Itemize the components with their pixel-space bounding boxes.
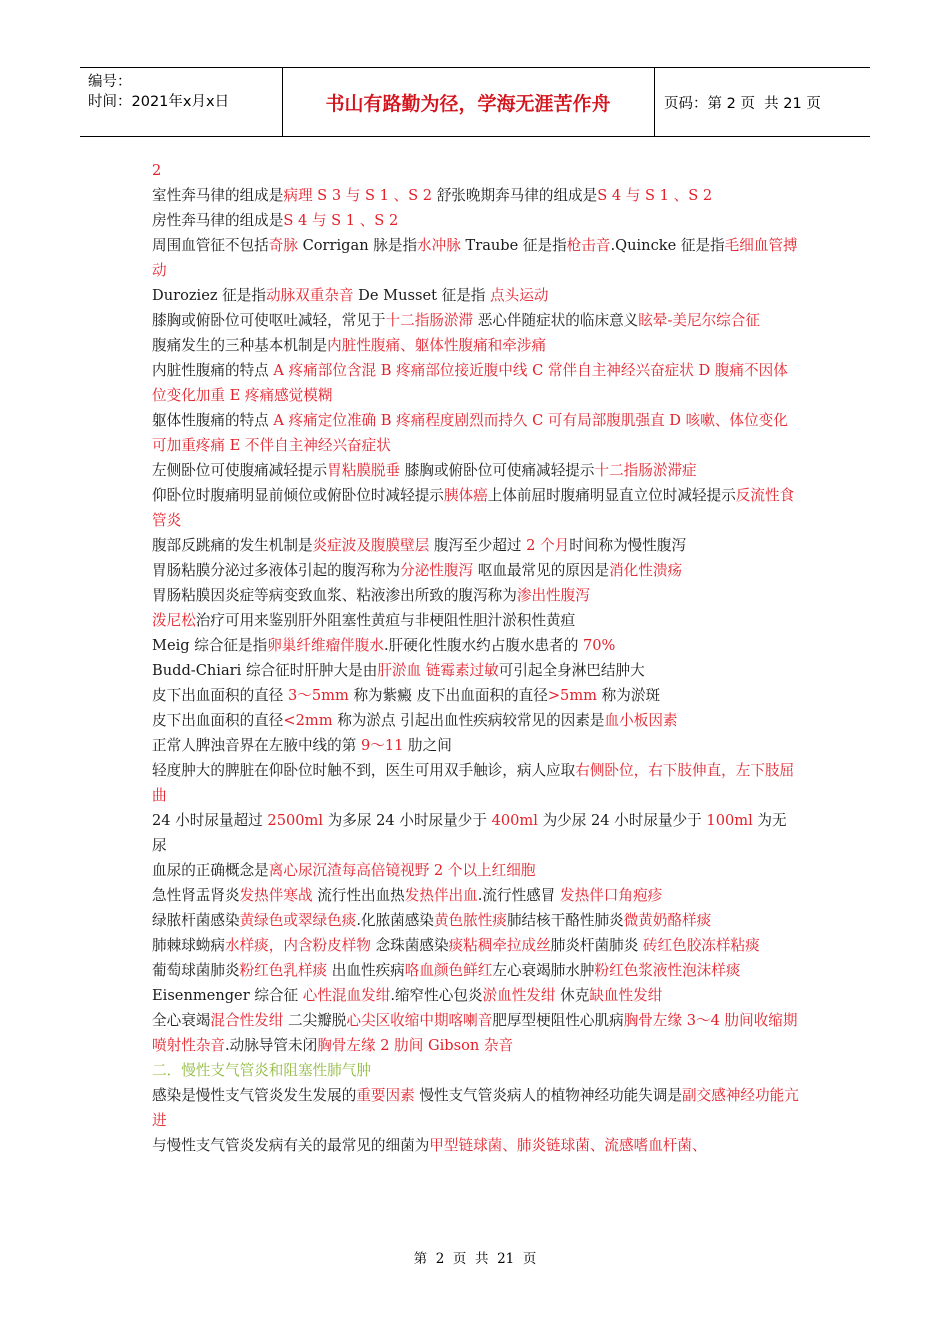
highlighted-text: 慢性支气管炎和阻塞性肺气肿: [181, 1062, 371, 1079]
header-code: 编号：: [88, 74, 132, 90]
text-line: [152, 333, 800, 358]
plain-text: 24 小时尿量超过: [152, 812, 268, 829]
highlighted-text: 胸骨左缘 3～4 肋间收缩期喷射性杂音: [152, 1012, 798, 1054]
plain-text: 时间称为慢性腹泻: [569, 537, 687, 554]
plain-text: 躯体性腹痛的特点: [152, 412, 274, 429]
highlighted-text: 水样痰，内含粉皮样物: [224, 937, 371, 954]
highlighted-text: >5mm: [547, 687, 598, 704]
plain-text: 治疗可用来鉴别肝外阻塞性黄疸与非梗阻性胆汁淤积性黄疸: [195, 612, 576, 629]
highlighted-text: 十二指肠淤滞: [385, 312, 474, 329]
text-line: [152, 1058, 800, 1083]
plain-text: 肺棘球蚴病: [152, 937, 225, 954]
plain-text: 念珠菌感染: [370, 937, 449, 954]
plain-text: 舒张晚期奔马律的组成是: [436, 187, 598, 204]
plain-text: 膝胸或俯卧位可使痛减轻提示: [400, 462, 595, 479]
plain-text: .流行性感冒: [477, 887, 560, 904]
plain-text: 仰卧位时腹痛明显前倾位或俯卧位时减轻提示: [152, 487, 444, 504]
highlighted-text: 黄色脓性痰: [433, 912, 507, 929]
highlighted-text: 胸骨左缘 2 肋间 Gibson 杂音: [317, 1037, 514, 1054]
text-line: [152, 958, 800, 983]
text-line: [152, 858, 800, 883]
plain-text: Corrigan 脉是指: [297, 237, 418, 254]
highlighted-text: A 疼痛定位准确 B 疼痛程度剧烈而持久 C 可有局部腹肌强直 D 咳嗽、体位变化可加重疼痛 E 不伴自主神经兴奋症状: [152, 412, 788, 454]
plain-text: .缩窄性心包炎: [390, 987, 483, 1004]
text-line: [152, 1133, 800, 1158]
plain-text: 左心衰竭肺水肿: [492, 962, 595, 979]
plain-text: 称为淤斑: [597, 687, 661, 704]
plain-text: Duroziez 征是指: [152, 287, 266, 304]
text-line: [152, 708, 800, 733]
highlighted-text: 心尖区收缩中期喀喇音: [346, 1012, 493, 1029]
page-footer: 第 2 页 共 21 页: [413, 1251, 537, 1267]
text-line: [152, 533, 800, 558]
plain-text: 为少尿 24 小时尿量少于: [537, 812, 707, 829]
text-line: [152, 683, 800, 708]
highlighted-text: 反流性食管炎: [152, 487, 795, 529]
highlighted-text: 2500ml: [267, 812, 324, 829]
header-divider: [654, 68, 655, 136]
plain-text: 胃肠粘膜分泌过多液体引起的腹泻称为: [152, 562, 401, 579]
plain-text: .动脉导管未闭: [224, 1037, 318, 1054]
highlighted-text: 9～11: [360, 737, 404, 754]
highlighted-text: 副交感神经功能亢进: [152, 1087, 799, 1129]
plain-text: Budd-Chiari 综合征时肝肿大是由: [152, 662, 378, 679]
text-line: [152, 658, 800, 683]
plain-text: .肝硬化性腹水约占腹水患者的: [383, 637, 583, 654]
plain-text: 称为淤点 引起出血性疾病较常见的因素是: [332, 712, 605, 729]
highlighted-text: 卵巢纤维瘤伴腹水: [267, 637, 384, 654]
highlighted-text: 痰粘稠牵拉成丝: [448, 937, 551, 954]
highlighted-text: <2mm: [283, 712, 333, 729]
plain-text: 左侧卧位可使腹痛减轻提示: [152, 462, 328, 479]
highlighted-text: 病理 S 3 与 S 1 、S 2: [283, 187, 437, 204]
text-line: [152, 733, 800, 758]
highlighted-text: 甲型链球菌、肺炎链球菌、流感嗜血杆菌、: [429, 1137, 707, 1154]
plain-text: 皮下出血面积的直径: [152, 687, 288, 704]
plain-text: 为多尿 24 小时尿量少于: [323, 812, 492, 829]
plain-text: 胃肠粘膜因炎症等病变致血浆、粘液渗出所致的腹泻称为: [152, 587, 517, 604]
plain-text: Traube 征是指: [460, 237, 567, 254]
highlighted-text: 微黄奶酪样痰: [623, 912, 712, 929]
document-body: [152, 158, 800, 1158]
highlighted-text: 内脏性腹痛、躯体性腹痛和牵涉痛: [327, 337, 547, 354]
highlighted-text: 消化性溃疡: [609, 562, 683, 579]
plain-text: 内脏性腹痛的特点: [152, 362, 274, 379]
plain-text: 上体前屈时腹痛明显直立位时减轻提示: [487, 487, 736, 504]
plain-text: 肋之间: [403, 737, 452, 754]
plain-text: 血尿的正确概念是: [152, 862, 269, 879]
highlighted-text: 咯血颜色鲜红: [404, 962, 493, 979]
plain-text: Eisenmenger 综合征: [152, 987, 303, 1004]
highlighted-text: 2: [152, 162, 162, 179]
highlighted-text: 二．: [152, 1062, 182, 1079]
plain-text: 慢性支气管炎病人的植物神经功能失调是: [414, 1087, 683, 1104]
highlighted-text: 链霉素过敏: [425, 662, 499, 679]
highlighted-text: 发热伴出血: [404, 887, 478, 904]
highlighted-text: 枪击音: [566, 237, 611, 254]
text-line: [152, 808, 800, 858]
highlighted-text: 混合性发绀: [210, 1012, 284, 1029]
text-line: [152, 208, 800, 233]
text-line: [152, 1083, 800, 1133]
plain-text: 称为紫癜 皮下出血面积的直径: [348, 687, 548, 704]
text-line: [152, 908, 800, 933]
plain-text: 呕血最常见的原因是: [473, 562, 610, 579]
highlighted-text: 粉红色乳样痰: [239, 962, 328, 979]
highlighted-text: 心性混血发绀: [302, 987, 391, 1004]
text-line: [152, 583, 800, 608]
highlighted-text: 渗出性腹泻: [516, 587, 590, 604]
header-meta: [88, 72, 229, 112]
text-line: [152, 283, 800, 308]
highlighted-text: 3～5mm: [287, 687, 349, 704]
highlighted-text: 毛细血管搏动: [152, 237, 798, 279]
plain-text: 休克: [555, 987, 590, 1004]
plain-text: .Quincke 征是指: [610, 237, 725, 254]
highlighted-text: 炎症波及腹膜壁层: [312, 537, 430, 554]
plain-text: 膝胸或俯卧位可使呕吐减轻，常见于: [152, 312, 386, 329]
highlighted-text: 水冲脉: [417, 237, 461, 254]
plain-text: 皮下出血面积的直径: [152, 712, 284, 729]
highlighted-text: 粉红色浆液性泡沫样痰: [594, 962, 741, 979]
text-line: [152, 608, 800, 633]
plain-text: 可引起全身淋巴结肿大: [498, 662, 645, 679]
highlighted-text: 奇脉: [268, 237, 298, 254]
highlighted-text: 十二指肠淤滞症: [594, 462, 697, 479]
highlighted-text: 70%: [582, 637, 616, 654]
plain-text: 绿脓杆菌感染: [152, 912, 240, 929]
plain-text: 葡萄球菌肺炎: [152, 962, 240, 979]
text-line: [152, 183, 800, 208]
plain-text: 腹泻至少超过: [429, 537, 527, 554]
plain-text: 肺炎杆菌肺炎: [550, 937, 643, 954]
highlighted-text: 眩晕-美尼尔综合征: [638, 312, 760, 329]
plain-text: 房性奔马律的组成是: [152, 212, 284, 229]
text-line: [152, 758, 800, 808]
plain-text: 二尖瓣脱: [283, 1012, 347, 1029]
highlighted-text: 砖红色胶冻样粘痰: [642, 937, 760, 954]
plain-text: 感染是慢性支气管炎发生发展的: [152, 1087, 357, 1104]
plain-text: 恶心伴随症状的临床意义: [473, 312, 639, 329]
text-line: [152, 233, 800, 283]
highlighted-text: 100ml: [706, 812, 753, 829]
text-line: [152, 483, 800, 533]
header-page: 页码：第 2 页 共 21 页: [664, 95, 821, 112]
highlighted-text: 泼尼松: [152, 612, 196, 629]
plain-text: 肺结核干酪性肺炎: [506, 912, 624, 929]
text-line: [152, 883, 800, 908]
text-line: [152, 1008, 800, 1058]
highlighted-text: 2 个月: [526, 537, 570, 554]
plain-text: 全心衰竭: [152, 1012, 211, 1029]
text-line: [152, 158, 800, 183]
plain-text: 为无尿: [152, 812, 787, 854]
plain-text: De Musset 征是指: [353, 287, 491, 304]
highlighted-text: 淤血性发绀: [482, 987, 556, 1004]
highlighted-text: 右侧卧位，右下肢伸直，左下肢屈曲: [152, 762, 795, 804]
highlighted-text: 黄绿色或翠绿色痰: [239, 912, 357, 929]
header-time: 时间：2021年x月x日: [88, 94, 230, 110]
plain-text: 腹部反跳痛的发生机制是: [152, 537, 313, 554]
plain-text: 与慢性支气管炎发病有关的最常见的细菌为: [152, 1137, 430, 1154]
text-line: [152, 633, 800, 658]
highlighted-text: 缺血性发绀: [589, 987, 663, 1004]
plain-text: 正常人脾浊音界在左腋中线的第: [152, 737, 361, 754]
plain-text: 室性奔马律的组成是: [152, 187, 284, 204]
highlighted-text: S 4 与 S 1 、S 2: [597, 187, 713, 204]
text-line: [152, 933, 800, 958]
plain-text: 轻度肿大的脾脏在仰卧位时触不到，医生可用双手触诊，病人应取: [152, 762, 576, 779]
highlighted-text: 动脉双重杂音: [265, 287, 354, 304]
text-line: [152, 358, 800, 408]
plain-text: 周围血管征不包括: [152, 237, 269, 254]
header-motto: 书山有路勤为径，学海无涯苦作舟: [325, 92, 611, 115]
text-line: [152, 558, 800, 583]
plain-text: 急性肾盂肾炎: [152, 887, 240, 904]
highlighted-text: 发热伴寒战: [239, 887, 313, 904]
page-header: [80, 67, 870, 137]
highlighted-text: 胃粘膜脱垂: [327, 462, 401, 479]
plain-text: 流行性出血热: [312, 887, 405, 904]
highlighted-text: 分泌性腹泻: [400, 562, 474, 579]
plain-text: Meig 综合征是指: [152, 637, 268, 654]
highlighted-text: 胰体癌: [443, 487, 488, 504]
text-line: [152, 983, 800, 1008]
highlighted-text: 肝淤血: [377, 662, 422, 679]
highlighted-text: 重要因素: [356, 1087, 415, 1104]
plain-text: 出血性疾病: [327, 962, 405, 979]
highlighted-text: 血小板因素: [604, 712, 678, 729]
plain-text: 腹痛发生的三种基本机制是: [152, 337, 328, 354]
plain-text: 肥厚型梗阻性心肌病: [492, 1012, 624, 1029]
highlighted-text: 离心尿沉渣每高倍镜视野 2 个以上红细胞: [268, 862, 536, 879]
highlighted-text: 发热伴口角疱疹: [560, 887, 663, 904]
text-line: [152, 308, 800, 333]
highlighted-text: 点头运动: [490, 287, 549, 304]
text-line: [152, 458, 800, 483]
highlighted-text: 400ml: [491, 812, 538, 829]
text-line: [152, 408, 800, 458]
highlighted-text: S 4 与 S 1 、S 2: [283, 212, 399, 229]
highlighted-text: A 疼痛部位含混 B 疼痛部位接近腹中线 C 常伴自主神经兴奋症状 D 腹痛不因体位变化加重 E 疼痛感觉模糊: [152, 362, 788, 404]
plain-text: .化脓菌感染: [356, 912, 434, 929]
